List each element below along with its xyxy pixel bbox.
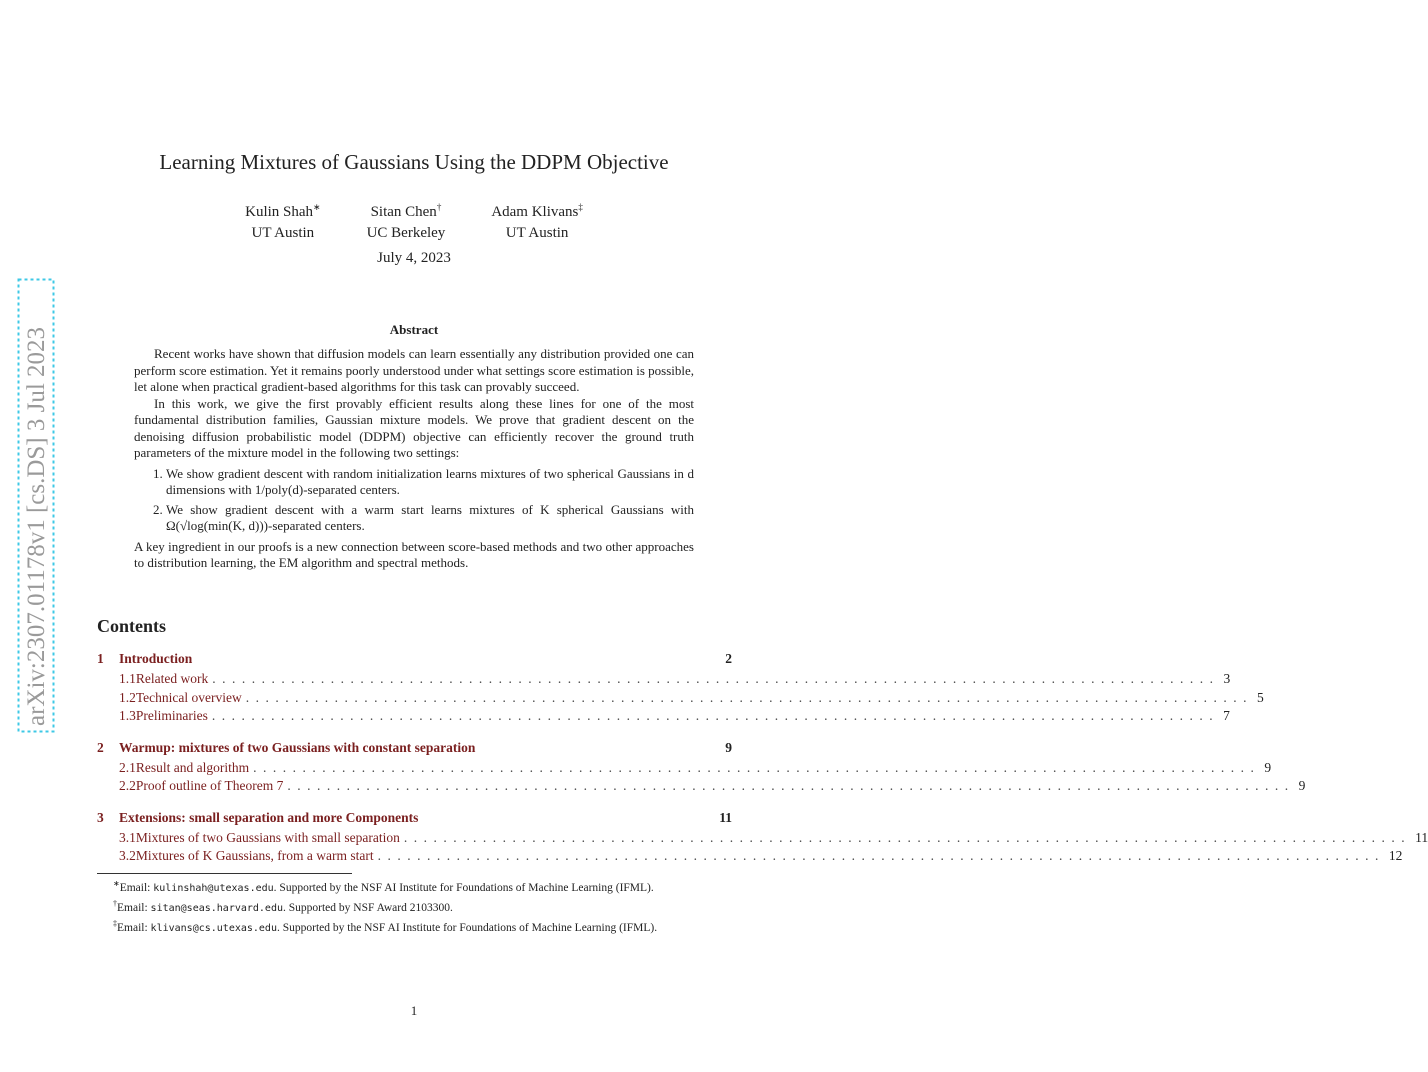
footnote-text: . Supported by the NSF AI Institute for Foundations of Machine Learning (IFML). <box>273 881 654 894</box>
abstract-list-item: 1. We show gradient descent with random initialization learns mixtures of two spherical Gaussians in d dimensions with 1/poly(d)-separated centers. <box>166 466 694 499</box>
toc-section-link[interactable]: Introduction <box>119 651 193 666</box>
footnote-label: Email: <box>117 921 148 934</box>
abstract-body <box>134 346 694 572</box>
toc-subsection-number: 3.2 <box>119 848 136 863</box>
author-affiliation: UT Austin <box>505 225 569 241</box>
toc-subsection-link[interactable]: Technical overview <box>135 689 242 705</box>
author-affiliation: UT Austin <box>251 225 315 241</box>
table-of-contents <box>97 651 1428 867</box>
author <box>367 197 446 244</box>
toc-section-number: 1 <box>97 651 104 666</box>
footnote-mark: † <box>113 898 117 908</box>
toc-leader-dots: ...................................................................................................... <box>253 759 1261 775</box>
toc-subsection[interactable] <box>97 778 1306 797</box>
footnote-label: Email: <box>119 881 151 894</box>
page-number: 1 <box>410 1003 418 1018</box>
toc-section-number: 2 <box>97 739 104 755</box>
contents-heading: Contents <box>97 616 167 636</box>
abstract-paragraph: A key ingredient in our proofs is a new connection between score-based methods and two other approaches to distribution learning, the EM algorithm and spectral methods. <box>134 538 694 570</box>
footnote-mark: ∗ <box>313 202 321 212</box>
footnote <box>97 896 732 916</box>
toc-page-number: 12 <box>1388 848 1403 863</box>
footnotes <box>97 876 732 935</box>
toc-subsection[interactable] <box>97 671 1231 690</box>
abstract-heading: Abstract <box>389 322 439 337</box>
toc-section[interactable] <box>97 810 732 830</box>
toc-subsection-number: 2.2 <box>119 778 136 793</box>
toc-section[interactable] <box>97 651 732 671</box>
toc-page-number: 5 <box>1257 689 1264 705</box>
abstract-list <box>134 466 694 535</box>
footnote-mark: † <box>436 202 442 212</box>
author-name: Kulin Shah <box>245 204 314 220</box>
abstract-paragraph: In this work, we give the first provably efficient results along these lines for one of the most fundamental distribution families, Gaussian mixture models. We prove that gradient descent on the denoising diffusion probabilistic model (DDPM) objective can efficiently recover the ground truth parameters of the mixture model in the following two settings: <box>134 395 694 460</box>
toc-leader-dots: ...................................................................................................... <box>212 671 1220 686</box>
toc-subsection[interactable] <box>97 848 1403 867</box>
toc-leader-dots: ...................................................................................................... <box>211 708 1220 723</box>
toc-section-number: 3 <box>97 809 104 825</box>
footnote-label: Email: <box>117 901 148 914</box>
toc-subsection[interactable] <box>97 829 1428 849</box>
toc-subsection[interactable] <box>97 708 1230 727</box>
toc-page-number: 11 <box>719 809 732 825</box>
author-list <box>0 197 828 244</box>
toc-subsection-link[interactable]: Proof outline of Theorem 7 <box>135 778 284 793</box>
toc-page-number: 3 <box>1223 671 1231 686</box>
toc-subsection[interactable] <box>97 759 1272 779</box>
toc-subsection-number: 1.1 <box>119 671 136 686</box>
toc-subsection-number: 3.1 <box>119 829 136 845</box>
toc-section[interactable] <box>97 740 732 760</box>
toc-subsection[interactable] <box>97 689 1264 709</box>
toc-subsection-number: 2.1 <box>119 759 136 775</box>
toc-section-link[interactable]: Extensions: small separation and more Components <box>119 809 419 825</box>
email-link[interactable]: kulinshah@utexas.edu <box>153 882 274 894</box>
footnote <box>97 876 732 896</box>
toc-leader-dots: ...................................................................................................... <box>245 689 1254 705</box>
abstract-paragraph: Recent works have shown that diffusion models can learn essentially any distribution provided one can perform score estimation. Yet it remains poorly understood under what settings score estimation is possible, let alone when practical gradient-based algorithms for this task can provably succeed. <box>134 346 694 394</box>
toc-leader-dots: ...................................................................................................... <box>377 848 1385 863</box>
email-link[interactable]: klivans@cs.utexas.edu <box>150 922 277 934</box>
toc-leader-dots: ...................................................................................................... <box>403 829 1412 845</box>
footnote-mark: ‡ <box>578 202 583 212</box>
toc-page-number: 11 <box>1415 829 1428 845</box>
footnote-divider <box>97 873 352 874</box>
toc-subsection-link[interactable]: Preliminaries <box>135 708 208 723</box>
toc-page-number: 7 <box>1223 708 1230 723</box>
toc-subsection-link[interactable]: Result and algorithm <box>135 759 250 775</box>
abstract-list-item: 2. We show gradient descent with a warm start learns mixtures of K spherical Gaussians with Ω(√log(min(K, d)))-separated centers. <box>166 502 694 535</box>
toc-section-link[interactable]: Warmup: mixtures of two Gaussians with constant separation <box>119 739 476 755</box>
toc-subsection-number: 1.2 <box>119 689 136 705</box>
toc-subsection-link[interactable]: Mixtures of two Gaussians with small separation <box>135 829 400 845</box>
author-name: Sitan Chen <box>370 204 437 220</box>
footnote <box>97 916 732 936</box>
toc-subsection-link[interactable]: Mixtures of K Gaussians, from a warm start <box>135 848 374 863</box>
paper-date: July 4, 2023 <box>377 250 451 266</box>
toc-subsection-link[interactable]: Related work <box>135 671 209 686</box>
toc-page-number: 2 <box>725 651 732 666</box>
toc-subsection-number: 1.3 <box>119 708 136 723</box>
toc-leader-dots: ...................................................................................................... <box>287 778 1295 793</box>
arxiv-watermark <box>17 278 55 733</box>
author-name: Adam Klivans <box>491 204 579 220</box>
author-affiliation: UC Berkeley <box>366 225 446 241</box>
footnote-text: . Supported by NSF Award 2103300. <box>283 901 453 914</box>
email-link[interactable]: sitan@seas.harvard.edu <box>150 902 283 914</box>
toc-page-number: 9 <box>1264 759 1272 775</box>
author <box>245 197 320 244</box>
author <box>491 197 583 244</box>
footnote-mark: ‡ <box>113 918 117 928</box>
toc-page-number: 9 <box>1298 778 1306 793</box>
arxiv-watermark-text: arXiv:2307.01178v1 [cs.DS] 3 Jul 2023 <box>23 326 50 726</box>
footnote-text: . Supported by the NSF AI Institute for Foundations of Machine Learning (IFML). <box>276 921 658 934</box>
footnote-mark: ∗ <box>113 879 120 888</box>
paper-title: Learning Mixtures of Gaussians Using the DDPM Objective <box>159 150 669 174</box>
toc-page-number: 9 <box>725 739 732 755</box>
